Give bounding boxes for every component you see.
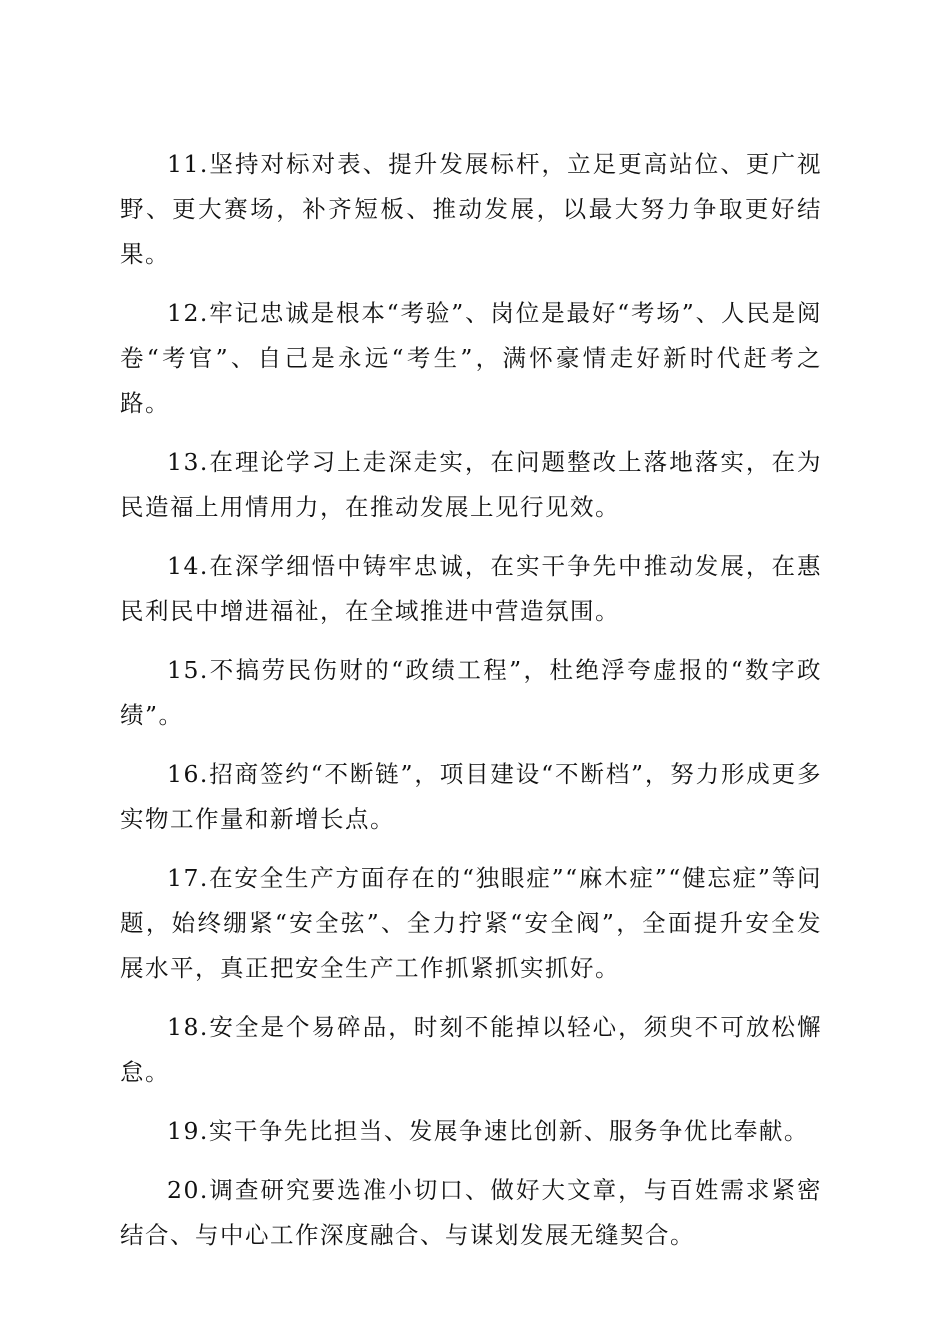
document-body (120, 142, 822, 1272)
paragraph-18: 18.安全是个易碎品，时刻不能掉以轻心，须臾不可放松懈怠。 (120, 1013, 822, 1086)
paragraph-20: 20.调查研究要选准小切口、做好大文章，与百姓需求紧密结合、与中心工作深度融合、与谋划发展无缝契合。 (120, 1176, 822, 1249)
paragraph-13: 13.在理论学习上走深走实，在问题整改上落地落实，在为民造福上用情用力，在推动发展上见行见效。 (120, 448, 822, 521)
paragraph-14: 14.在深学细悟中铸牢忠诚，在实干争先中推动发展，在惠民利民中增进福祉，在全域推进中营造氛围。 (120, 552, 822, 625)
paragraph-11: 11.坚持对标对表、提升发展标杆，立足更高站位、更广视野、更大赛场，补齐短板、推动发展，以最大努力争取更好结果。 (120, 150, 822, 268)
paragraph-12: 12.牢记忠诚是根本“考验”、岗位是最好“考场”、人民是阅卷“考官”、自己是永远“考生”，满怀豪情走好新时代赶考之路。 (120, 299, 822, 417)
paragraph-19: 19.实干争先比担当、发展争速比创新、服务争优比奉献。 (167, 1117, 809, 1145)
paragraph-15: 15.不搞劳民伤财的“政绩工程”，杜绝浮夸虚报的“数字政绩”。 (120, 656, 822, 729)
paragraph-16: 16.招商签约“不断链”，项目建设“不断档”，努力形成更多实物工作量和新增长点。 (120, 760, 822, 833)
paragraph-17: 17.在安全生产方面存在的“独眼症”“麻木症”“健忘症”等问题，始终绷紧“安全弦”、全力拧紧“安全阀”，全面提升安全发展水平，真正把安全生产工作抓紧抓实抓好。 (120, 864, 822, 982)
